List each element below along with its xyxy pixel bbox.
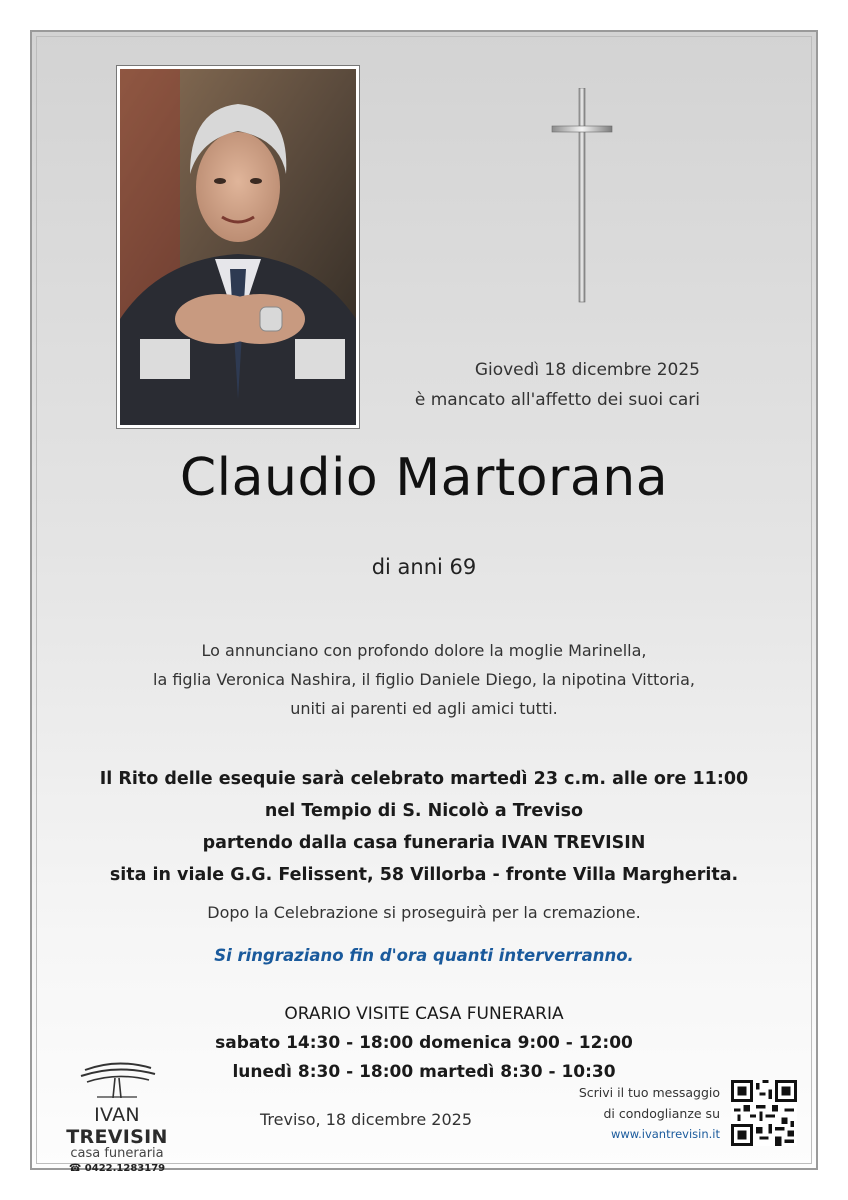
qr-code-icon[interactable] bbox=[731, 1080, 797, 1150]
condolences-link[interactable]: www.ivantrevisin.it bbox=[610, 1127, 720, 1141]
thanks-note: Si ringraziano fin d'ora quanti interverranno. bbox=[214, 946, 634, 965]
portrait-photo bbox=[117, 66, 359, 428]
signature-date: Treviso, 18 dicembre 2025 bbox=[260, 1110, 473, 1129]
visiting-hours-line: lunedì 8:30 - 18:00 martedì 8:30 - 10:30 bbox=[232, 1062, 616, 1082]
rite-line: nel Tempio di S. Nicolò a Treviso bbox=[264, 801, 584, 821]
phone-icon: ☎ bbox=[68, 1163, 82, 1174]
announce-line: uniti ai parenti ed agli amici tutti. bbox=[290, 699, 558, 718]
phone-number: 0422.1283179 bbox=[84, 1163, 166, 1174]
rite-line: partendo dalla casa funeraria IVAN TREVISIN bbox=[202, 833, 646, 853]
announce-line: la figlia Veronica Nashira, il figlio Daniele Diego, la nipotina Vittoria, bbox=[153, 670, 695, 689]
announce-line: Lo annunciano con profondo dolore la moglie Marinella, bbox=[201, 641, 647, 660]
funeral-home-phone bbox=[42, 1163, 192, 1174]
visiting-hours-line: sabato 14:30 - 18:00 domenica 9:00 - 12:00 bbox=[215, 1033, 633, 1053]
funeral-home-subtitle: casa funeraria bbox=[70, 1146, 164, 1161]
death-date-block bbox=[360, 355, 700, 415]
deceased-age: di anni 69 bbox=[371, 555, 477, 579]
tree-logo-icon bbox=[77, 1060, 157, 1098]
funeral-home-name bbox=[42, 1104, 192, 1148]
condolences-line: di condoglianze su bbox=[603, 1106, 720, 1121]
condolences-line: Scrivi il tuo messaggio bbox=[578, 1085, 720, 1100]
funeral-rite-details bbox=[0, 763, 848, 891]
deceased-name: Claudio Martorana bbox=[179, 448, 669, 508]
visiting-hours-title: ORARIO VISITE CASA FUNERARIA bbox=[284, 1004, 564, 1024]
rite-line: sita in viale G.G. Felissent, 58 Villorba - fronte Villa Margherita. bbox=[109, 865, 739, 885]
passed-away-text: è mancato all'affetto dei suoi cari bbox=[414, 390, 700, 410]
family-announcement bbox=[0, 636, 848, 723]
cremation-note: Dopo la Celebrazione si proseguirà per la cremazione. bbox=[207, 903, 641, 922]
cross-icon bbox=[550, 88, 614, 312]
brand-second: TREVISIN bbox=[66, 1126, 168, 1148]
condolences-info bbox=[570, 1082, 720, 1145]
brand-first: IVAN bbox=[94, 1104, 140, 1126]
rite-line: Il Rito delle esequie sarà celebrato martedì 23 c.m. alle ore 11:00 bbox=[99, 769, 749, 789]
death-date: Giovedì 18 dicembre 2025 bbox=[474, 360, 700, 380]
funeral-home-logo bbox=[42, 1060, 192, 1174]
